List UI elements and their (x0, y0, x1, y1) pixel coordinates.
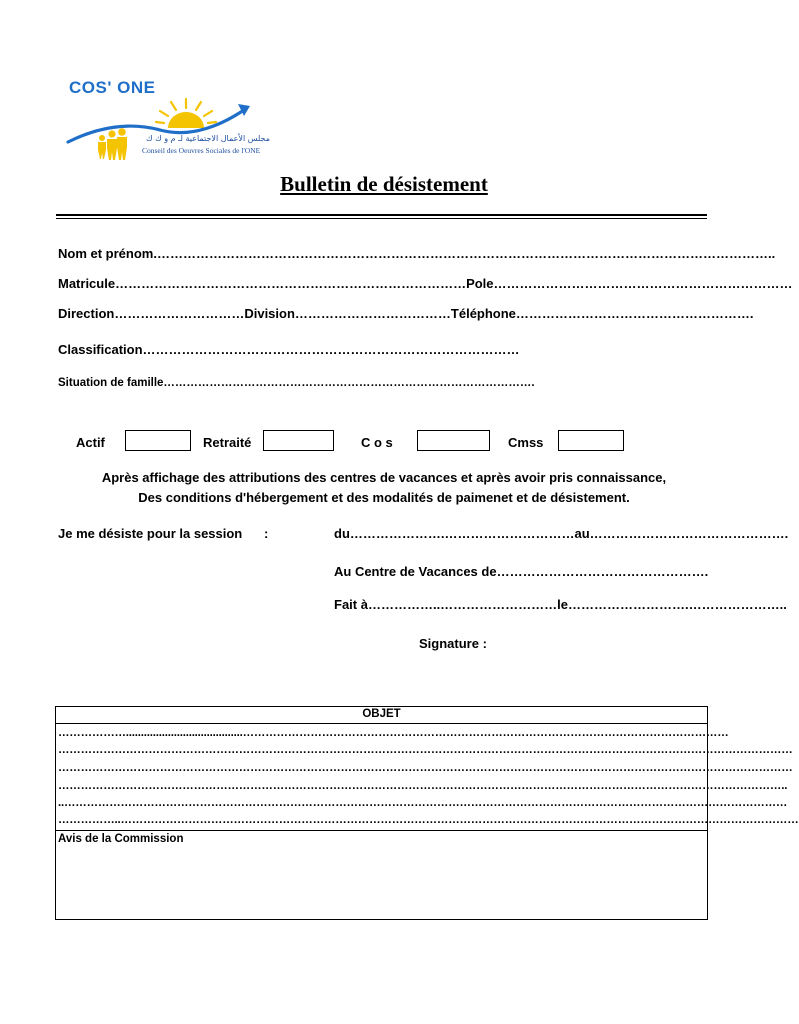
field-situation[interactable]: Situation de famille……………………………………………………………………………………. (58, 377, 535, 389)
field-nom[interactable]: Nom et prénom.…………………………………………………………………………………………………………………………….. (58, 246, 776, 261)
avis-commission-label: Avis de la Commission (58, 833, 184, 845)
objet-line[interactable]: ………………………………………………………………………………………………………………………………………………………………………….. (58, 780, 788, 792)
objet-line[interactable]: …………………………………………………………………………………………………………………………………………………………………………… (58, 744, 793, 756)
logo-name: COS' ONE (69, 78, 156, 97)
title-rule (56, 214, 707, 216)
objet-line[interactable]: ..………………………………………………………………………………………………………………………………………………………………………… (58, 797, 788, 809)
field-fait[interactable]: Fait à……………..………………………le……………………….………………….. (334, 597, 787, 612)
notice-line-1: Après affichage des attributions des centres de vacances et après avoir pris connaissance, (101, 470, 667, 485)
title-rule-thin (56, 218, 707, 219)
signature-label: Signature : (419, 636, 487, 651)
field-centre[interactable]: Au Centre de Vacances de…………………………………………. (334, 564, 709, 579)
objet-header: OBJET (56, 706, 707, 724)
session-label: Je me désiste pour la session (58, 526, 243, 541)
objet-line[interactable]: …………………………………………………………………………………………………………………………………………………………………………… (58, 762, 793, 774)
objet-line[interactable]: ……………….......................................………………………………………………………………………………………………………………… (58, 727, 729, 739)
notice-line-2: Des conditions d'hébergement et des modalités de paimenet et de désistement. (138, 490, 630, 505)
field-matricule[interactable]: Matricule………………………………………………………………………Pole…………………………………………………………… (58, 276, 793, 291)
field-classification[interactable]: Classification…………………………………………………………………………… (58, 342, 520, 357)
logo-subtitle: Conseil des Oeuvres Sociales de l'ONE (142, 146, 261, 155)
checkbox-label-cos: C o s (361, 435, 393, 450)
checkbox-label-cmss: Cmss (508, 435, 544, 450)
objet-line[interactable]: ……………..……………………………………………………………………………………………………………………………………………………………… (58, 814, 799, 826)
checkbox-actif[interactable] (125, 430, 191, 451)
page-title: Bulletin de désistement (280, 172, 488, 196)
checkbox-cos[interactable] (417, 430, 490, 451)
checkbox-retraite[interactable] (263, 430, 334, 451)
checkbox-label-actif: Actif (76, 435, 105, 450)
checkbox-cmss[interactable] (558, 430, 624, 451)
checkbox-label-retraite: Retraité (203, 435, 252, 450)
field-session-dates[interactable]: du………………….…………………………au………………………………………. (334, 526, 789, 541)
objet-separator (56, 830, 707, 831)
field-direction[interactable]: Direction…………………………Division………………………………Téléphone………………………………………………. (58, 306, 754, 321)
logo-arabic-text: مجلس الأعمال الاجتماعية لـ م و ك ك (146, 134, 270, 143)
session-colon: : (264, 526, 269, 541)
